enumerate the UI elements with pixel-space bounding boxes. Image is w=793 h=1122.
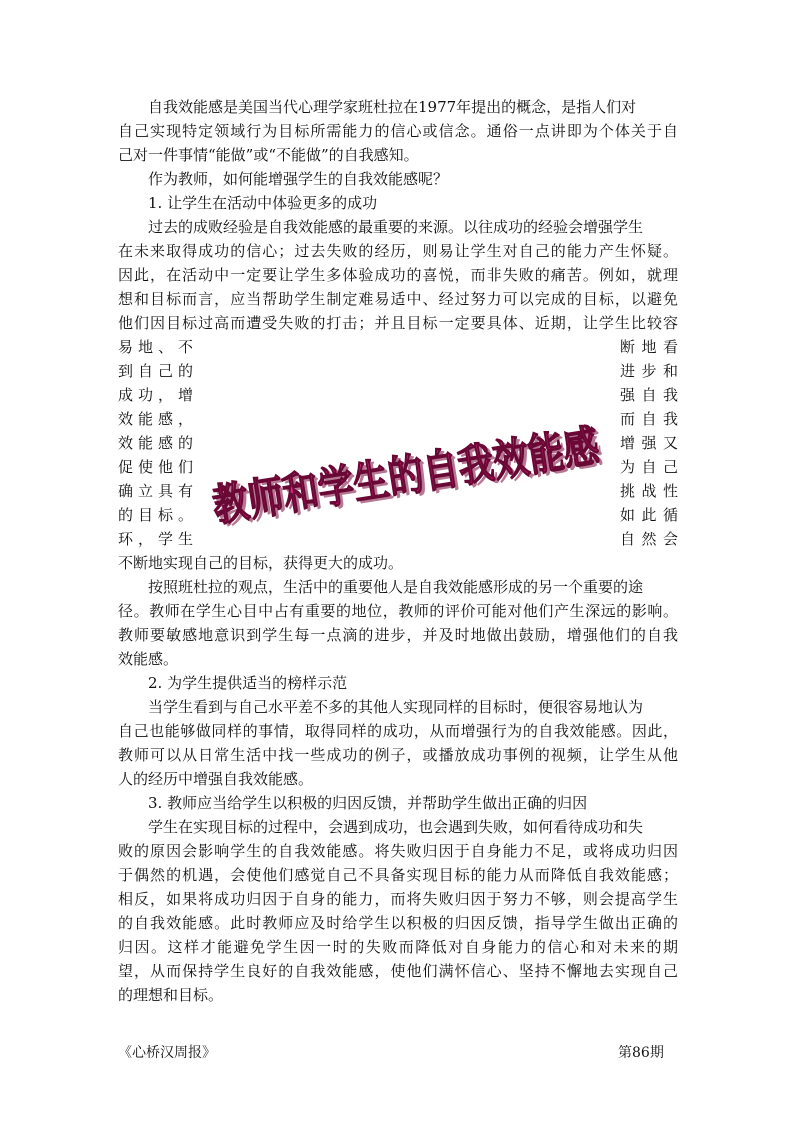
wrap-right-4: 而自我 (620, 410, 678, 428)
intro-line-1: 自我效能感是美国当代心理学家班杜拉在1977年提出的概念，是指人们对 (148, 98, 637, 116)
section-1-p2-line-2: 径。教师在学生心目中占有重要的地位，教师的评价可能对他们产生深远的影响。 (118, 602, 678, 620)
section-3-line-6: 归因。这样才能避免学生因一时的失败而降低对自身能力的信心和对未来的期 (118, 938, 678, 956)
wordart-shadow: 教师和学生的自我效能感 (212, 408, 615, 535)
footer-issue: 第86期 (618, 1045, 664, 1061)
section-3-line-2: 败的原因会影响学生的自我效能感。将失败归因于自身能力不足，或将成功归因 (118, 842, 678, 860)
wrap-left-3: 成功，增 (118, 386, 193, 404)
section-2-line-2: 自己也能够做同样的事情，取得同样的成功，从而增强行为的自我效能感。因此， (118, 722, 678, 740)
intro-line-2: 自己实现特定领域行为目标所需能力的信心或信念。通俗一点讲即为个体关于自 (118, 122, 678, 140)
section-1-heading: 1. 让学生在活动中体验更多的成功 (148, 194, 378, 212)
wrap-right-1: 断地看 (620, 338, 678, 356)
section-3-line-7: 望，从而保持学生良好的自我效能感，使他们满怀信心、坚持不懈地去实现自己 (118, 962, 678, 980)
section-2-line-1: 当学生看到与自己水平差不多的其他人实现同样的目标时，便很容易地认为 (148, 698, 644, 716)
wrap-left-7: 确立具有 (118, 482, 193, 500)
section-1-p2-line-4: 效能感。 (118, 650, 179, 668)
section-3-line-8: 的理想和目标。 (118, 986, 224, 1004)
wrap-left-1: 易地、不 (118, 338, 193, 356)
intro-line-3: 己对一件事情“能做”或“不能做”的自我感知。 (118, 146, 419, 164)
section-3-line-1: 学生在实现目标的过程中，会遇到成功，也会遇到失败，如何看待成功和失 (148, 818, 644, 836)
wrap-right-2: 进步和 (620, 362, 678, 380)
section-1-p2-line-3: 教师要敏感地意识到学生每一点滴的进步，并及时地做出鼓励，增强他们的自我 (118, 626, 678, 644)
wrap-right-8: 如此循 (620, 506, 678, 524)
footer-publication: 《心桥汉周报》 (118, 1045, 216, 1061)
section-3-line-4: 相反，如果将成功归因于自身的能力，而将失败归因于努力不够，则会提高学生 (118, 890, 678, 908)
section-2-line-3: 教师可以从日常生活中找一些成功的例子，或播放成功事例的视频，让学生从他 (118, 746, 678, 764)
section-2-heading: 2. 为学生提供适当的榜样示范 (148, 674, 348, 692)
section-3-heading: 3. 教师应当给学生以积极的归因反馈，并帮助学生做出正确的归因 (148, 794, 588, 812)
wrap-left-9: 环，学生 (118, 530, 193, 548)
wrap-left-5: 效能感的 (118, 434, 193, 452)
wrap-left-4: 效能感， (118, 410, 193, 428)
wrap-right-9: 自然会 (620, 530, 678, 548)
wrap-right-7: 挑战性 (620, 482, 678, 500)
section-1-p1-line-5: 他们因目标过高而遭受失败的打击；并且目标一定要具体、近期，让学生比较容 (118, 314, 678, 332)
section-1-p1-end: 不断地实现自己的目标，获得更大的成功。 (118, 554, 404, 572)
section-1-p2-line-1: 按照班杜拉的观点，生活中的重要他人是自我效能感形成的另一个重要的途 (148, 578, 644, 596)
wordart-title (195, 405, 615, 535)
wrap-right-6: 为自己 (620, 458, 678, 476)
wrap-right-3: 强自我 (620, 386, 678, 404)
wrap-left-2: 到自己的 (118, 362, 193, 380)
section-1-p1-line-4: 想和目标而言，应当帮助学生制定难易适中、经过努力可以完成的目标，以避免 (118, 290, 678, 308)
wrap-left-8: 的目标。 (118, 506, 193, 524)
section-1-p1-line-2: 在未来取得成功的信心；过去失败的经历，则易让学生对自己的能力产生怀疑。 (118, 242, 678, 260)
section-1-p1-line-3: 因此，在活动中一定要让学生多体验成功的喜悦，而非失败的痛苦。例如，就理 (118, 266, 678, 284)
section-3-line-3: 于偶然的机遇，会使他们感觉自己不具备实现目标的能力从而降低自我效能感； (118, 866, 678, 884)
wordart-text: 教师和学生的自我效能感 (209, 406, 615, 533)
section-3-line-5: 的自我效能感。此时教师应及时给学生以积极的归因反馈，指导学生做出正确的 (118, 914, 678, 932)
intro-question: 作为教师，如何能增强学生的自我效能感呢？ (148, 170, 449, 188)
wrap-right-5: 增强又 (620, 434, 678, 452)
section-2-line-4: 人的经历中增强自我效能感。 (118, 770, 314, 788)
section-1-p1-line-1: 过去的成败经验是自我效能感的最重要的来源。以往成功的经验会增强学生 (148, 218, 644, 236)
wrap-left-6: 促使他们 (118, 458, 193, 476)
wordart-svg (195, 405, 615, 535)
